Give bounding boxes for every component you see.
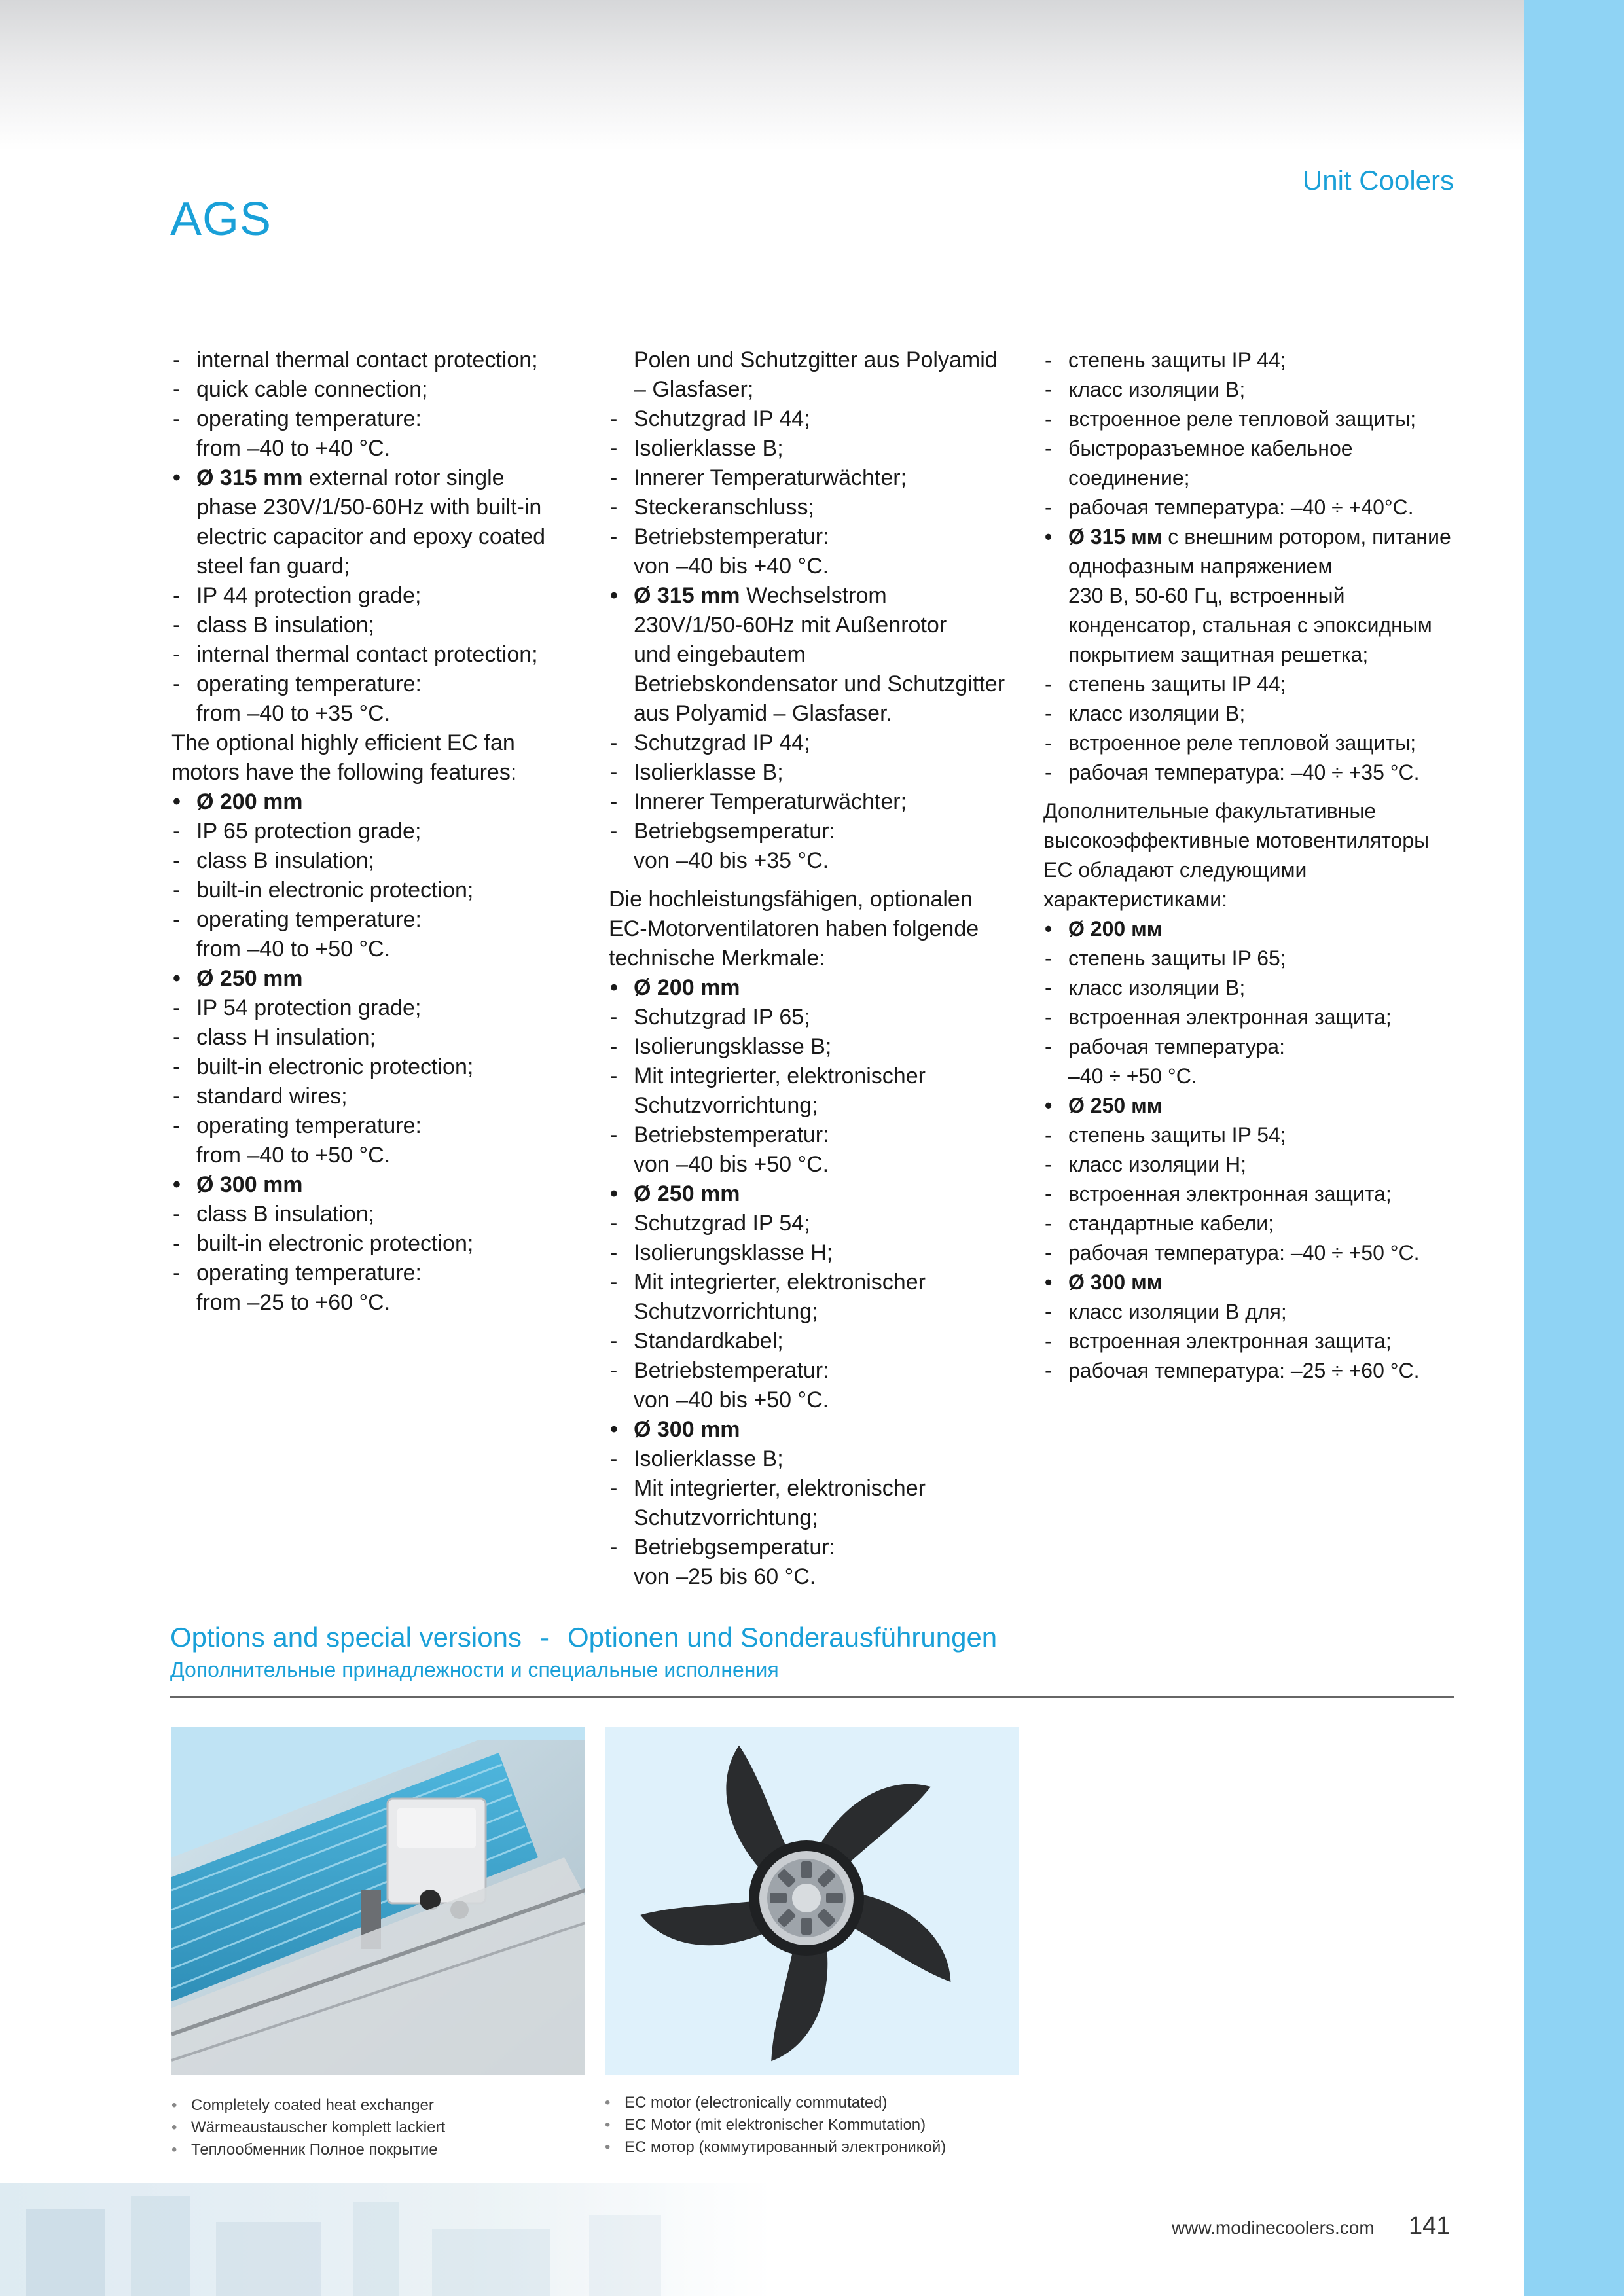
options-title-ru: Дополнительные принадлежности и специальные исполнения — [170, 1658, 779, 1681]
paragraph-line: technische Merkmale: — [609, 946, 825, 971]
list-item-continuation: покрытием защитная решетка; — [1068, 643, 1369, 666]
paragraph-line: характеристиками: — [1043, 888, 1227, 911]
list-item: - класс изоляции B; — [1043, 699, 1462, 728]
options-title-de: Optionen und Sonderausführungen — [567, 1622, 998, 1653]
caption-line: • Теплообменник Полное покрытие — [171, 2139, 445, 2161]
list-item-continuation: von –25 bis 60 °C. — [634, 1564, 816, 1589]
paragraph-line: motors have the following features: — [171, 760, 517, 785]
motor-size-label: Ø 315 mm — [634, 583, 740, 608]
list-item-continuation: конденсатор, стальная с эпоксидным — [1068, 613, 1432, 637]
list-item: - Betriebgsemperatur: — [609, 817, 1028, 846]
motor-size-heading — [1043, 1268, 1462, 1297]
list-item: - Innerer Temperaturwächter; — [609, 787, 1028, 817]
list-item-continuation: from –40 to +50 °C. — [196, 937, 391, 961]
motor-size-heading — [609, 973, 1028, 1003]
list-item-continuation: phase 230V/1/50-60Hz with built-in — [196, 495, 542, 520]
list-item-continuation: from –40 to +50 °C. — [196, 1143, 391, 1168]
list-item-continuation: von –40 bis +50 °C. — [634, 1388, 829, 1412]
paragraph-line: Die hochleistungsfähigen, optionalen — [609, 887, 973, 912]
list-item: - Schutzgrad IP 65; — [609, 1003, 1028, 1032]
paragraph-line: EC обладают следующими — [1043, 858, 1307, 882]
list-item: - рабочая температура: –25 ÷ +60 °C. — [1043, 1356, 1462, 1386]
list-item: - рабочая температура: –40 ÷ +40°C. — [1043, 493, 1462, 522]
list-item: - Steckeranschluss; — [609, 493, 1028, 522]
list-item: - быстроразъемное кабельное соединение; — [1043, 434, 1462, 493]
list-item: - степень защиты IP 44; — [1043, 346, 1462, 375]
motor-size-heading — [1043, 914, 1462, 944]
motor-size-heading — [1043, 522, 1462, 552]
list-item: - operating temperature: — [171, 404, 584, 434]
list-item: - рабочая температура: –40 ÷ +50 °C. — [1043, 1238, 1462, 1268]
list-item-continuation: aus Polyamid – Glasfaser. — [634, 701, 892, 726]
motor-size-label: Ø 250 mm — [634, 1181, 740, 1206]
list-item: - Schutzgrad IP 44; — [609, 404, 1028, 434]
list-item-continuation: from –40 to +40 °C. — [196, 436, 391, 461]
ec-motor-fan-photo — [605, 1727, 1019, 2075]
side-color-band — [1524, 0, 1624, 2296]
list-item: - operating temperature: — [171, 905, 584, 935]
list-item-continuation: 230V/1/50-60Hz mit Außenrotor — [634, 613, 947, 637]
list-item: - class B insulation; — [171, 1200, 584, 1229]
list-item: - встроенное реле тепловой защиты; — [1043, 728, 1462, 758]
motor-size-description: external rotor single — [302, 465, 505, 490]
list-item-continuation: Betriebskondensator und Schutzgitter — [634, 672, 1005, 696]
motor-size-label: Ø 250 mm — [196, 966, 303, 991]
motor-size-heading — [609, 1415, 1028, 1444]
motor-size-label: Ø 200 мм — [1068, 917, 1163, 941]
list-item: - built-in electronic protection; — [171, 1052, 584, 1082]
column-english — [171, 346, 584, 1318]
paragraph-line: Дополнительные факультативные — [1043, 799, 1377, 823]
paragraph-line: высокоэффективные мотовентиляторы — [1043, 829, 1430, 852]
list-item: - Betriebstemperatur: — [609, 1121, 1028, 1150]
ec-motor-captions — [605, 2092, 946, 2159]
list-item-continuation: und eingebautem — [634, 642, 806, 667]
list-item: - IP 65 protection grade; — [171, 817, 584, 846]
list-item: - quick cable connection; — [171, 375, 584, 404]
motor-size-heading — [609, 1179, 1028, 1209]
list-item: - operating temperature: — [171, 1111, 584, 1141]
list-item: - operating temperature: — [171, 670, 584, 699]
list-item-continuation: – Glasfaser; — [634, 377, 754, 402]
list-item: - class B insulation; — [171, 611, 584, 640]
header-gradient — [0, 0, 1524, 151]
list-item-continuation: from –25 to +60 °C. — [196, 1290, 391, 1315]
motor-size-description: с внешним ротором, питание — [1162, 525, 1451, 548]
list-item: - рабочая температура: –40 ÷ +35 °C. — [1043, 758, 1462, 787]
list-item: - степень защиты IP 65; — [1043, 944, 1462, 973]
list-item: - class H insulation; — [171, 1023, 584, 1052]
list-item: - operating temperature: — [171, 1259, 584, 1288]
list-item-continuation: from –40 to +35 °C. — [196, 701, 391, 726]
motor-size-heading — [171, 964, 584, 994]
list-item: - Isolierungsklasse B; — [609, 1032, 1028, 1062]
list-item: - class B insulation; — [171, 846, 584, 876]
list-item: - internal thermal contact protection; — [171, 346, 584, 375]
heat-exchanger-captions — [171, 2094, 445, 2161]
list-item-continuation: electric capacitor and epoxy coated — [196, 524, 545, 549]
list-item: - Mit integrierter, elektronischer — [609, 1474, 1028, 1503]
list-item-continuation: von –40 bis +50 °C. — [634, 1152, 829, 1177]
list-item: - Betriebstemperatur: — [609, 522, 1028, 552]
motor-size-label: Ø 315 мм — [1068, 525, 1163, 548]
section-divider — [170, 1696, 1454, 1698]
list-item: - степень защиты IP 54; — [1043, 1121, 1462, 1150]
motor-size-heading — [171, 1170, 584, 1200]
options-heading — [170, 1622, 997, 1653]
motor-size-label: Ø 250 мм — [1068, 1094, 1163, 1117]
list-item: - Isolierklasse B; — [609, 758, 1028, 787]
list-item: - Isolierklasse B; — [609, 434, 1028, 463]
motor-size-label: Ø 300 mm — [196, 1172, 303, 1197]
bottom-decorative-strip — [0, 2183, 772, 2296]
list-item: - Betriebstemperatur: — [609, 1356, 1028, 1386]
motor-size-label: Ø 200 mm — [634, 975, 740, 1000]
list-item-continuation: von –40 bis +40 °C. — [634, 554, 829, 579]
list-item: - Schutzgrad IP 44; — [609, 728, 1028, 758]
motor-size-heading — [609, 581, 1028, 611]
list-item: - Isolierungsklasse H; — [609, 1238, 1028, 1268]
motor-size-heading — [171, 787, 584, 817]
list-item: - Mit integrierter, elektronischer — [609, 1268, 1028, 1297]
list-item-continuation: –40 ÷ +50 °C. — [1068, 1064, 1197, 1088]
document-title: AGS — [170, 193, 272, 246]
list-item: - степень защиты IP 44; — [1043, 670, 1462, 699]
list-item: - класс изоляции B; — [1043, 973, 1462, 1003]
list-item-continuation: однофазным напряжением — [1068, 554, 1333, 578]
list-item: - IP 44 protection grade; — [171, 581, 584, 611]
list-item: - встроенная электронная защита; — [1043, 1327, 1462, 1356]
caption-line: • Completely coated heat exchanger — [171, 2094, 445, 2117]
list-item: - рабочая температура: — [1043, 1032, 1462, 1062]
list-item: - IP 54 protection grade; — [171, 994, 584, 1023]
section-label: Unit Coolers — [1302, 165, 1454, 196]
page-number: 141 — [1409, 2212, 1451, 2240]
coated-heat-exchanger-photo — [171, 1727, 585, 2075]
list-item: - Betriebgsemperatur: — [609, 1533, 1028, 1562]
motor-size-heading — [171, 463, 584, 493]
list-item: - Mit integrierter, elektronischer — [609, 1062, 1028, 1091]
list-item: - built-in electronic protection; — [171, 876, 584, 905]
list-item-continuation: von –40 bis +35 °C. — [634, 848, 829, 873]
list-item-continuation: Schutzvorrichtung; — [634, 1299, 818, 1324]
list-item: - Schutzgrad IP 54; — [609, 1209, 1028, 1238]
list-item: - встроенная электронная защита; — [1043, 1179, 1462, 1209]
list-item-continuation: Schutzvorrichtung; — [634, 1505, 818, 1530]
column-german — [609, 346, 1028, 1592]
list-item: - встроенное реле тепловой защиты; — [1043, 404, 1462, 434]
footer-website[interactable]: www.modinecoolers.com — [1172, 2217, 1375, 2238]
motor-size-description: Wechselstrom — [740, 583, 887, 608]
list-item-continuation: Polen und Schutzgitter aus Polyamid — [634, 348, 998, 372]
caption-line: • EC motor (electronically commutated) — [605, 2092, 946, 2114]
list-item: - класс изоляции B для; — [1043, 1297, 1462, 1327]
list-item-continuation: steel fan guard; — [196, 554, 350, 579]
paragraph-line: The optional highly efficient EC fan — [171, 730, 515, 755]
caption-line: • EC мотор (коммутированный электроникой) — [605, 2136, 946, 2159]
list-item: - internal thermal contact protection; — [171, 640, 584, 670]
list-item-continuation: 230 В, 50-60 Гц, встроенный — [1068, 584, 1345, 607]
list-item: - Isolierklasse B; — [609, 1444, 1028, 1474]
motor-size-label: Ø 200 mm — [196, 789, 303, 814]
list-item: - Standardkabel; — [609, 1327, 1028, 1356]
list-item: - класс изоляции H; — [1043, 1150, 1462, 1179]
caption-line: • Wärmeaustauscher komplett lackiert — [171, 2117, 445, 2139]
list-item-continuation: Schutzvorrichtung; — [634, 1093, 818, 1118]
list-item: - built-in electronic protection; — [171, 1229, 584, 1259]
options-separator: - — [539, 1622, 549, 1653]
list-item: - стандартные кабели; — [1043, 1209, 1462, 1238]
caption-line: • EC Motor (mit elektronischer Kommutation) — [605, 2114, 946, 2136]
motor-size-heading — [1043, 1091, 1462, 1121]
motor-size-label: Ø 300 mm — [634, 1417, 740, 1442]
motor-size-label: Ø 300 мм — [1068, 1270, 1163, 1294]
list-item: - класс изоляции B; — [1043, 375, 1462, 404]
list-item: - standard wires; — [171, 1082, 584, 1111]
column-russian — [1043, 346, 1462, 1386]
list-item: - встроенная электронная защита; — [1043, 1003, 1462, 1032]
paragraph-line: EC-Motorventilatoren haben folgende — [609, 916, 979, 941]
list-item: - Innerer Temperaturwächter; — [609, 463, 1028, 493]
options-title-en: Options and special versions — [170, 1622, 522, 1653]
motor-size-label: Ø 315 mm — [196, 465, 303, 490]
